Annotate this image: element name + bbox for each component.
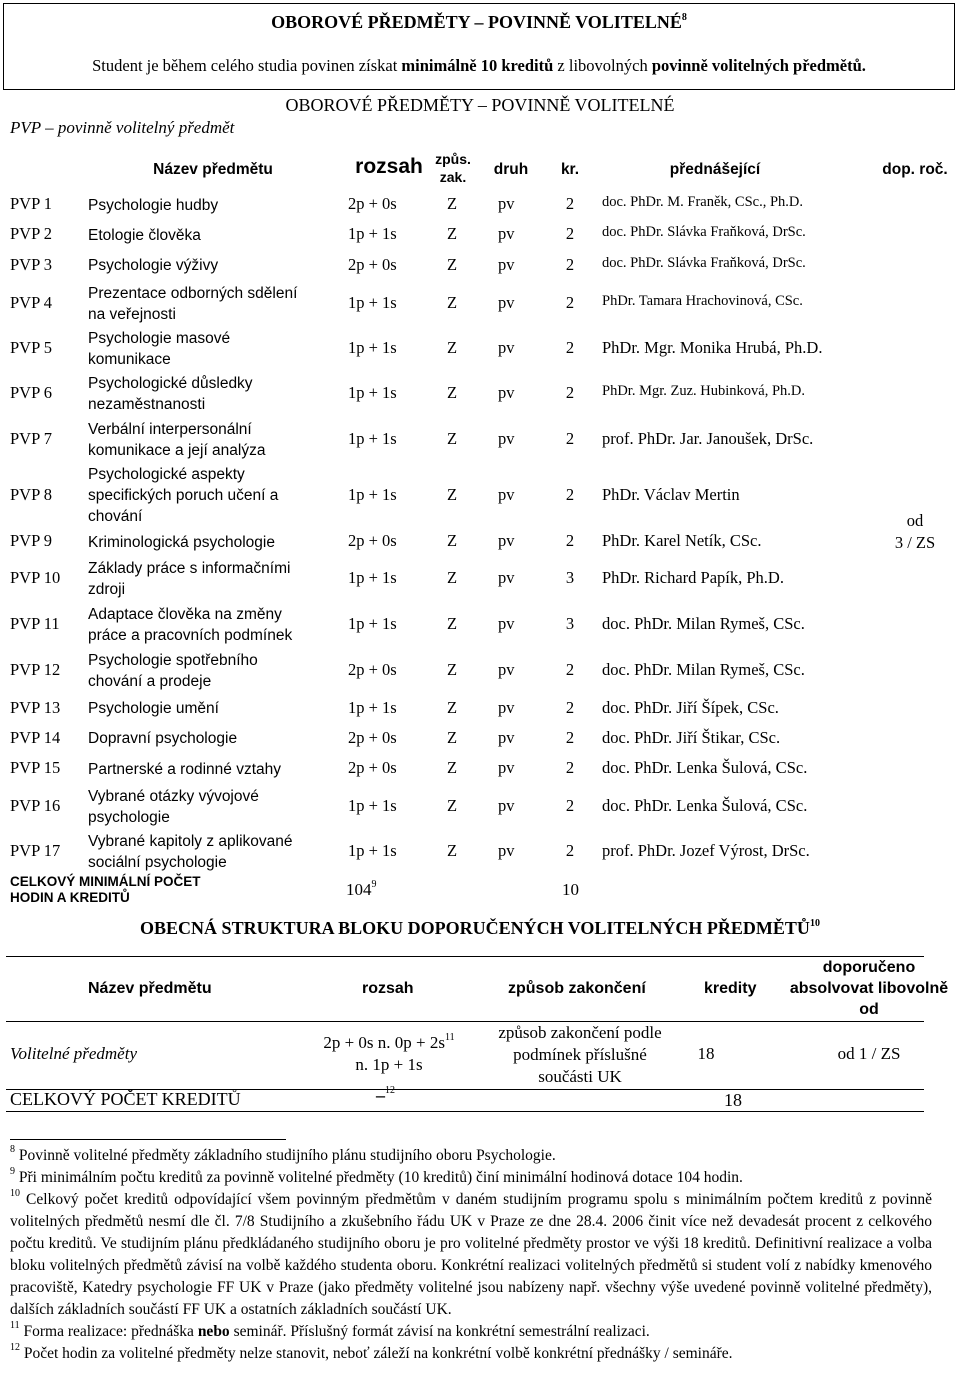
el-row-nazev: Volitelné předměty xyxy=(10,1044,137,1063)
row-rozsah: 1p + 1s xyxy=(348,383,397,402)
row-druh: pv xyxy=(498,383,515,402)
row-druh: pv xyxy=(498,224,515,243)
row-zakonceni: Z xyxy=(446,224,458,243)
row-code: PVP 1 xyxy=(10,194,53,213)
row-kredity: 2 xyxy=(565,338,575,357)
row-name xyxy=(88,698,338,719)
footnote-separator xyxy=(10,1139,286,1140)
row-druh: pv xyxy=(498,698,515,717)
table-row xyxy=(0,221,870,249)
row-zakonceni: Z xyxy=(446,660,458,679)
row-zakonceni: Z xyxy=(446,255,458,274)
table-row xyxy=(0,371,870,417)
row-code: PVP 3 xyxy=(10,255,53,274)
row-name-line: chování xyxy=(88,508,143,525)
el-total-label: CELKOVÝ POČET KREDITŮ xyxy=(10,1089,241,1109)
intro-text: Student je během celého studia povinen získat minimálně 10 kreditů z libovolných povinně volitelných předmětů. xyxy=(92,56,866,75)
row-druh: pv xyxy=(498,531,515,550)
table-row xyxy=(0,192,870,218)
intro-title: OBOROVÉ PŘEDMĚTY – POVINNĚ VOLITELNÉ$^8$ xyxy=(271,12,687,32)
elective-mid-border xyxy=(6,1021,924,1022)
elective-table-caption: OBECNÁ STRUKTURA BLOKU DOPORUČENÝCH VOLITELNÝCH PŘEDMĚTŮ$^{10}$ xyxy=(140,918,820,938)
row-kredity: 2 xyxy=(565,796,575,815)
row-zakonceni: Z xyxy=(446,383,458,402)
row-code: PVP 9 xyxy=(10,531,53,550)
table-row xyxy=(0,754,870,784)
row-zakonceni: Z xyxy=(446,429,458,448)
el-header-doporuceno: doporučeno absolvovat libovolně od xyxy=(789,959,949,1018)
row-name xyxy=(88,786,338,828)
header-zpus: způs. zak. xyxy=(435,151,471,185)
table-row xyxy=(0,829,870,874)
row-name-line: komunikace a její analýza xyxy=(88,442,266,459)
el-header-kredity: kredity xyxy=(704,980,757,997)
row-code: PVP 12 xyxy=(10,660,61,679)
row-rozsah: 2p + 0s xyxy=(348,255,397,274)
row-rozsah: 1p + 1s xyxy=(348,338,397,357)
row-name xyxy=(88,650,338,692)
row-kredity: 2 xyxy=(565,728,575,747)
row-code: PVP 5 xyxy=(10,338,53,357)
row-lecturer: doc. PhDr. Slávka Fraňková, DrSc. xyxy=(602,224,806,240)
row-code: PVP 7 xyxy=(10,429,53,448)
table-row xyxy=(0,723,870,754)
row-name xyxy=(88,283,338,325)
row-code: PVP 10 xyxy=(10,568,61,587)
table-row xyxy=(0,528,870,556)
row-druh: pv xyxy=(498,660,515,679)
row-lecturer: PhDr. Mgr. Monika Hrubá, Ph.D. xyxy=(602,338,823,357)
row-rozsah: 1p + 1s xyxy=(348,224,397,243)
row-lecturer: prof. PhDr. Jozef Výrost, DrSc. xyxy=(602,841,810,860)
row-zakonceni: Z xyxy=(446,698,458,717)
row-name-line: Vybrané otázky vývojové xyxy=(88,788,259,805)
dop-roc-value: od 3 / ZS xyxy=(894,511,936,552)
row-name-line: specifických poruch učení a xyxy=(88,487,279,504)
header-prednasejici: přednášející xyxy=(669,161,761,178)
pvp-table-caption: OBOROVÉ PŘEDMĚTY – POVINNĚ VOLITELNÉ xyxy=(285,95,675,115)
table-row xyxy=(0,326,870,371)
el-header-zakonceni: způsob zakončení xyxy=(508,980,646,997)
row-name-line: Základy práce s informačními xyxy=(88,560,291,577)
row-druh: pv xyxy=(498,614,515,633)
pvp-total-credits: 10 xyxy=(562,880,579,899)
row-rozsah: 1p + 1s xyxy=(348,485,397,504)
row-kredity: 2 xyxy=(565,758,575,777)
row-druh: pv xyxy=(498,758,515,777)
row-name-line: Partnerské a rodinné vztahy xyxy=(88,761,281,778)
row-rozsah: 1p + 1s xyxy=(348,429,397,448)
footnote-10: $^{10}$ Celkový počet kreditů odpovídající všem povinným předmětům v daném studijním programu spolu s minimálním počtem kreditů z povinně volitelných předmětů nesmí dle čl. 7/8 Studijního a zkušebního řádu UK v Praze ze dne 28.4. 2006 činit více než devadesát procent z celkového počtu kreditů. Ve studijním plánu předkládaného studijního oboru je pro volitelné předměty prostor ve výši 18 kreditů. Definitivní realizace a volba bloku volitelných předmětů závisí na volbě každého studenta oboru. Konkrétní realizaci volitelných předmětů si student volí z nabídky kmenového pracoviště, Katedry psychologie FF UK v Praze (jako předměty volitelné jsou nabízeny např. všechny výše uvedené povinně volitelné předměty), dalších základních součástí FF UK a ostatních základních součástí UK. xyxy=(10,1188,933,1318)
row-druh: pv xyxy=(498,338,515,357)
row-name-line: Prezentace odborných sdělení xyxy=(88,285,298,302)
elective-bottom-border xyxy=(6,1111,924,1112)
table-row xyxy=(0,281,870,326)
row-name-line: Etologie člověka xyxy=(88,227,201,244)
row-name-line: Adaptace člověka na změny xyxy=(88,606,282,623)
intro-box xyxy=(3,3,955,90)
row-name xyxy=(88,728,338,749)
row-rozsah: 2p + 0s xyxy=(348,194,397,213)
row-code: PVP 14 xyxy=(10,728,61,747)
row-kredity: 3 xyxy=(565,568,575,587)
row-name xyxy=(88,604,338,646)
row-name-line: chování a prodeje xyxy=(88,673,212,690)
pvp-table-header xyxy=(0,150,960,190)
el-row-zakonceni: způsob zakončení podle podmínek příslušné součásti UK xyxy=(498,1023,662,1086)
row-code: PVP 2 xyxy=(10,224,53,243)
row-druh: pv xyxy=(498,841,515,860)
row-druh: pv xyxy=(498,728,515,747)
row-rozsah: 2p + 0s xyxy=(348,531,397,550)
table-row xyxy=(0,463,870,528)
row-druh: pv xyxy=(498,293,515,312)
header-rozsah: rozsah xyxy=(355,155,423,178)
row-name-line: Psychologie masové xyxy=(88,330,231,347)
row-name xyxy=(88,831,338,873)
row-name xyxy=(88,419,338,461)
row-name-line: zdroji xyxy=(88,581,126,598)
footnote-9: $^9$ Při minimálním počtu kreditů za povinně volitelné předměty (10 kreditů) činí minimální hodinová dotace 104 hodin. xyxy=(10,1166,743,1186)
row-name xyxy=(88,373,338,415)
pvp-total-label: CELKOVÝ MINIMÁLNÍ POČET HODIN A KREDITŮ xyxy=(10,874,201,905)
row-name-line: Psychologické důsledky xyxy=(88,375,253,392)
row-lecturer: doc. PhDr. Lenka Šulová, CSc. xyxy=(602,796,808,815)
row-lecturer: doc. PhDr. M. Franěk, CSc., Ph.D. xyxy=(602,194,803,210)
row-rozsah: 2p + 0s xyxy=(348,728,397,747)
row-name xyxy=(88,759,338,780)
row-code: PVP 8 xyxy=(10,485,53,504)
row-zakonceni: Z xyxy=(446,485,458,504)
el-header-nazev: Název předmětu xyxy=(88,980,212,997)
row-lecturer: PhDr. Mgr. Zuz. Hubinková, Ph.D. xyxy=(602,383,805,399)
row-kredity: 2 xyxy=(565,383,575,402)
el-row-doporuceno: od 1 / ZS xyxy=(837,1044,901,1063)
row-rozsah: 1p + 1s xyxy=(348,293,397,312)
row-name-line: Vybrané kapitoly z aplikované xyxy=(88,833,293,850)
footnote-12: $^{12}$ Počet hodin za volitelné předměty nelze stanovit, neboť záleží na konkrétní volbě konkrétní přednášky / semináře. xyxy=(10,1342,733,1362)
row-druh: pv xyxy=(498,485,515,504)
row-rozsah: 1p + 1s xyxy=(348,698,397,717)
row-kredity: 2 xyxy=(565,698,575,717)
row-code: PVP 15 xyxy=(10,758,61,777)
row-name xyxy=(88,225,338,246)
row-name-line: Dopravní psychologie xyxy=(88,730,238,747)
row-kredity: 2 xyxy=(565,255,575,274)
row-rozsah: 1p + 1s xyxy=(348,841,397,860)
row-name xyxy=(88,464,338,527)
row-rozsah: 2p + 0s xyxy=(348,660,397,679)
row-zakonceni: Z xyxy=(446,531,458,550)
row-name-line: na veřejnosti xyxy=(88,306,176,323)
row-rozsah: 1p + 1s xyxy=(348,796,397,815)
row-lecturer: doc. PhDr. Jiří Štikar, CSc. xyxy=(602,728,781,747)
row-zakonceni: Z xyxy=(446,796,458,815)
row-name xyxy=(88,255,338,276)
row-zakonceni: Z xyxy=(446,728,458,747)
table-row xyxy=(0,556,870,602)
pvp-total-hours: $104^9$ xyxy=(346,879,377,899)
row-rozsah: 1p + 1s xyxy=(348,568,397,587)
row-lecturer: PhDr. Richard Papík, Ph.D. xyxy=(602,568,784,587)
row-kredity: 2 xyxy=(565,194,575,213)
row-lecturer: doc. PhDr. Milan Rymeš, CSc. xyxy=(602,614,805,633)
row-name-line: Psychologie výživy xyxy=(88,257,219,274)
row-kredity: 3 xyxy=(565,614,575,633)
row-name-line: práce a pracovních podmínek xyxy=(88,627,293,644)
row-zakonceni: Z xyxy=(446,758,458,777)
row-name xyxy=(88,532,338,553)
table-row xyxy=(0,694,870,723)
row-kredity: 2 xyxy=(565,485,575,504)
row-rozsah: 2p + 0s xyxy=(348,758,397,777)
row-name-line: Kriminologická psychologie xyxy=(88,534,275,551)
row-name-line: Psychologie umění xyxy=(88,700,219,717)
row-name xyxy=(88,195,338,216)
row-code: PVP 4 xyxy=(10,293,53,312)
row-code: PVP 16 xyxy=(10,796,61,815)
footnote-8: $^8$ Povinně volitelné předměty základního studijního plánu studijního oboru Psychologie. xyxy=(10,1144,556,1164)
row-lecturer: PhDr. Karel Netík, CSc. xyxy=(602,531,762,550)
row-name-line: komunikace xyxy=(88,351,171,368)
row-kredity: 2 xyxy=(565,429,575,448)
row-code: PVP 6 xyxy=(10,383,53,402)
row-lecturer: PhDr. Václav Mertin xyxy=(602,485,740,504)
row-kredity: 2 xyxy=(565,531,575,550)
row-name-line: Psychologie spotřebního xyxy=(88,652,258,669)
row-lecturer: doc. PhDr. Lenka Šulová, CSc. xyxy=(602,758,808,777)
row-zakonceni: Z xyxy=(446,614,458,633)
row-name-line: nezaměstnanosti xyxy=(88,396,206,413)
header-dop-roc: dop. roč. xyxy=(882,161,948,178)
pvp-legend: PVP – povinně volitelný předmět xyxy=(10,118,235,137)
row-zakonceni: Z xyxy=(446,293,458,312)
row-druh: pv xyxy=(498,194,515,213)
row-lecturer: doc. PhDr. Milan Rymeš, CSc. xyxy=(602,660,805,679)
table-row xyxy=(0,252,870,279)
row-druh: pv xyxy=(498,796,515,815)
row-name xyxy=(88,328,338,370)
row-name-line: psychologie xyxy=(88,809,170,826)
row-zakonceni: Z xyxy=(446,568,458,587)
row-name-line: Psychologické aspekty xyxy=(88,466,245,483)
header-druh: druh xyxy=(493,161,529,178)
el-row-kredity: 18 xyxy=(697,1044,715,1063)
row-zakonceni: Z xyxy=(446,841,458,860)
row-code: PVP 17 xyxy=(10,841,61,860)
el-header-rozsah: rozsah xyxy=(362,980,414,997)
table-row xyxy=(0,602,870,648)
table-row xyxy=(0,648,870,694)
row-lecturer: doc. PhDr. Jiří Šípek, CSc. xyxy=(602,698,779,717)
row-name-line: Psychologie hudby xyxy=(88,197,219,214)
el-total-credits: 18 xyxy=(724,1090,742,1110)
row-rozsah: 1p + 1s xyxy=(348,614,397,633)
row-druh: pv xyxy=(498,429,515,448)
row-zakonceni: Z xyxy=(446,338,458,357)
row-name-line: Verbální interpersonální xyxy=(88,421,252,438)
row-lecturer: doc. PhDr. Slávka Fraňková, DrSc. xyxy=(602,255,806,271)
table-row xyxy=(0,417,870,463)
row-code: PVP 13 xyxy=(10,698,61,717)
row-lecturer: PhDr. Tamara Hrachovinová, CSc. xyxy=(602,293,803,309)
row-kredity: 2 xyxy=(565,660,575,679)
el-row-rozsah: 2p + 0s n. $0p + 2s^{11}$ n. 1p + 1s xyxy=(323,1032,455,1074)
row-name-line: sociální psychologie xyxy=(88,854,227,871)
row-name xyxy=(88,558,338,600)
header-kr: kr. xyxy=(560,161,580,178)
row-zakonceni: Z xyxy=(446,194,458,213)
footnotes xyxy=(10,1145,932,1365)
row-kredity: 2 xyxy=(565,224,575,243)
table-row xyxy=(0,784,870,829)
row-kredity: 2 xyxy=(565,293,575,312)
row-druh: pv xyxy=(498,568,515,587)
row-code: PVP 11 xyxy=(10,614,60,633)
row-lecturer: prof. PhDr. Jar. Janoušek, DrSc. xyxy=(602,429,814,448)
footnote-11: $^{11}$ Forma realizace: přednáška nebo seminář. Příslušný formát závisí na konkrétní semestrální realizaci. xyxy=(10,1320,650,1340)
row-kredity: 2 xyxy=(565,841,575,860)
el-total-hours: –$^{12}$ xyxy=(376,1085,395,1105)
row-druh: pv xyxy=(498,255,515,274)
header-nazev: Název předmětu xyxy=(153,161,273,178)
